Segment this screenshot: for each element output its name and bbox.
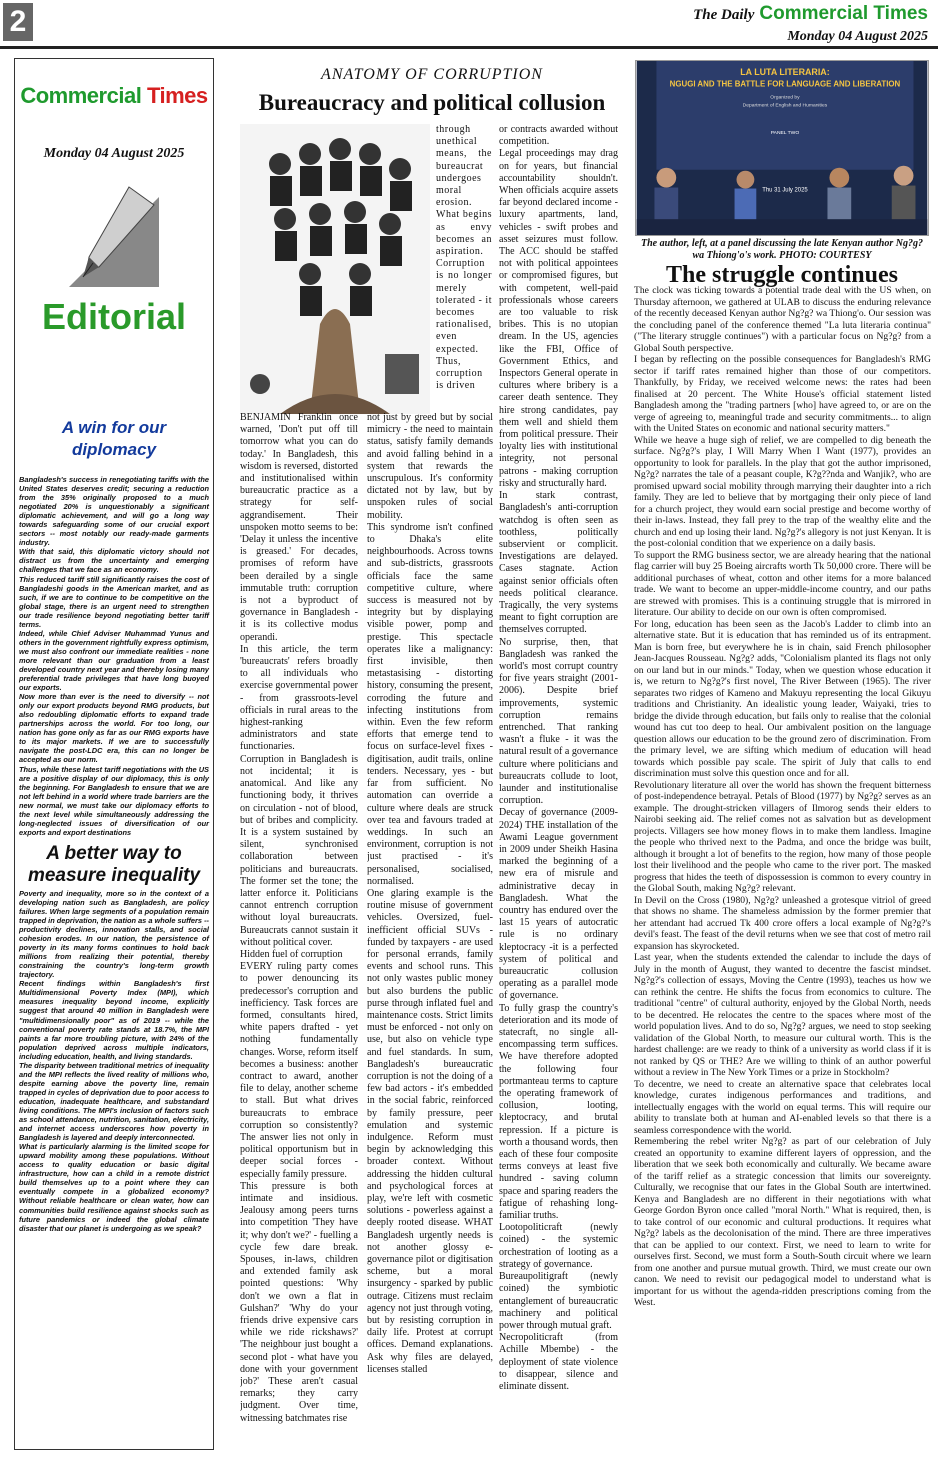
article-kicker: ANATOMY OF CORRUPTION [321,66,543,83]
photo-date: Thu 31 July 2025 [762,187,808,194]
editorial-paragraph: The disparity between traditional metrics of inequality and the MPI reflects the lived reality of millions who, despite earning above the poverty line, remain trapped in cycles of deprivation due to poor access to education, inadequate healthcare, and substandard living conditions. The MPI's inclusion of factors such as school attendance, nutrition, sanitation, electricity, and internet access underscores how poverty in Bangladesh is layered and deeply interconnected. [19,1060,209,1143]
editorial-date: Monday 04 August 2025 [43,146,185,161]
article-paragraph: No surprise, then, that Bangladesh was ranked the world's most corrupt country for five years straight (2001-2006). Despite brief improvements, systemic corruption remains entrenched. That ranking wasn't a fluke - it was the natural result of a governance culture where politicians and bureaucrats collude to loot, launder and institutionalise corruption. [499,636,618,807]
photo-department: Department of English and Humanities [742,103,828,109]
masthead-brand: Commercial Times [759,3,928,24]
right-paragraph: To support the RMG business sector, we are already hearing that the national flag carrier will buy 25 Boeing aircrafts worth Tk 50,000 crore. There will be additional purchases of wheat, cotton and other items for a more balanced trade. We want to become an upper-middle-income country, and our paths are strewed with promises. This is a continuing struggle that is mirrored in literature. Our ability to decide on our own is often compromised. [634,549,931,618]
right-article-body [634,285,931,1451]
article-column-3 [499,124,618,1450]
masthead-date: Monday 04 August 2025 [787,29,928,44]
article-paragraph: BENJAMIN Franklin once warned, 'Don't put off till tomorrow what you can do today.' In Bangladesh, this wisdom is reversed, distorted and institutionalised within bureaucratic practice as a strategy for self-aggrandisement. Their unspoken motto seems to be: 'Delay it unless the incentive is greased.' For decades, promises of reform have been derailed by a single immutable truth: corruption is not a byproduct of governance in Bangladesh - it is its collective modus operandi. [240,412,358,643]
corruption-illustration [240,124,430,414]
right-paragraph: For long, education has been seen as the Jacob's Ladder to climb into an alternative state. But it is education that has reminded us of its entrapment. Man is born free, but everywhere he is in chain, said French philosopher Jean-Jacques Rousseau. Ng?g? adds, "Colonialism planted its flags not only on our land but in our minds." Today, when we question whose education it is, we return to Ng?g?'s first novel, The River Between (1965). The river separates two ridges of Kameno and Makuyu representing the local Gikuyu traditions and Christianity. An idealistic young leader, Waiyaki, tries to bridge the divide through education, but fails only to realise that the colonial wound has cut too deep to heal. Our ambivalent position on the language question allows our education to be the ground zero of discrimination. From the primary level, we are sifting which medium of education will head towards which possible pay scale. The spirit of July that calls to end discrimination must solve this question once and for all. [634,618,931,779]
right-paragraph: Last year, when the students extended the calendar to include the days of July in the month of August, they wanted to decentre the fascist mindset. Ng?g?'s collection of essays, Moving the Centre (1993), teaches us how we can rethink the centre. He shifts the focus from economics to culture. The traditional "centre" of cultural authority, enjoyed by the Global North, needs to be decentred. He relocates the centre to the spaces where most of the world population lives. And to do so, Ng?g? argues, we need to stop seeking validation of the Global North, to measure our cultural worth. This is the hardest challenge: are we ready to think of a university as world class if it is not ranked by QS or THE? Are we willing to think of an author powerful without a review in The New York Times or a prize in Stockholm? [634,952,931,1078]
right-headline: The struggle continues [665,262,898,288]
photo-banner-title: LA LUTA LITERARIA: [740,66,830,77]
article-paragraph: Decay of governance (2009-2024) THE installation of the Awami League government in 2009 under Sheikh Hasina marked the beginning of a new era of misrule and administrative decay in Bangladesh. What the country has endured over the last 15 years of autocratic rule is no ordinary kleptocracy -it is a perfected system of political and bureaucratic collusion operating as a parallel mode of governance. [499,807,618,1002]
editorial-body-1 [19,475,209,837]
photo-organized-by: Organized by [770,95,800,101]
article-paragraph: One glaring example is the routine misuse of government vehicles. Oversized, fuel-inefficient official SUVs - funded by taxpayers - are used for personal errands, family events and school runs. This not only wastes public money but also burdens the public purse through inflated fuel and maintenance costs. Strict limits must be enforced - not only on use, but also on vehicle type and fuel standards. In sum, Bangladesh's bureaucratic corruption is not the doing of a few bad actors - it's embedded in the social fabric, reinforced by family pressure, peer emulation and systemic indulgence. Reform must begin by acknowledging this broader context. Without addressing the hidden cultural and psychological forces at play, we're left with cosmetic solutions - powerless against a deeply rooted disease. WHAT Bangladesh urgently needs is not another glossy e-governance pilot or digitisation scheme, but a moral insurgency - sparked by public outrage. Citizens must reclaim agency not just through voting, but by resisting corruption in daily life. Protest at corrupt offices. Demand explanations. Ask why files are delayed, licenses stalled [367,887,493,1375]
editorial-headline-2: A better way to measure inequality [27,842,201,886]
article-paragraph: To fully grasp the country's deterioration and its mode of statecraft, no single all-encompassing term suffices. We have therefore adopted the following four portmanteau terms to capture the operating framework of collusion, looting, kleptocracy, and brutal repression. If a picture is worth a thousand words, then each of these four composite terms conveys at least five hundred - saving column space and sparing readers the fatigue of rehashing long-familiar truths. [499,1002,618,1222]
right-paragraph: To decentre, we need to create an alternative space that celebrates local knowledge, curates indigenous performances and traditions, and intellectually engages with the world on equal terms. This will require our ability to translate both at human and AI-enabled levels so that there is a seamless correspondence with the world. [634,1078,931,1136]
article-paragraph: Lootopoliticraft (newly coined) - the systemic orchestration of looting as a strategy of governance. [499,1222,618,1270]
editorial-column [14,58,214,1450]
article-paragraph: This pressure is both intimate and insidious. Jealousy among peers turns into competition 'They have it; why don't we?' - fuelling a cycle few dare break. Spouses, in-laws, children and extended family ask pointed questions: 'Why don't we own a flat in Gulshan?' 'Why do your friends drive expensive cars while we ride rickshaws?' 'The neighbour just bought a second plot - what have you done with your government job?' These aren't casual remarks; they carry judgment. Over time, witnessing batchmates rise [240,1180,358,1424]
right-paragraph: Revolutionary literature all over the world has shown the frequent bitterness of post-independence betrayal. Petals of Blood (1977) by Ng?g? serves as an example. The drought-stricken villagers of Ilmorog sends their elders to Nairobi seeking aid. The relief comes not as salvation but as development projects. Villagers see how money flows in to make them landless. Imagine the people who thrived next to the Padma, and once the bridge was built, although it brought a lot of benefits to the region, how many of those people lost their livelihood and the people who came to the river port. The masked progress that hides the teeth of dispossession is common to every country in the Global South, making Ng?g? relevant. [634,779,931,894]
article-paragraph: In this article, the term 'bureaucrats' refers broadly to all individuals who exercise governmental power - from grassroots-level officials in rural areas to the highest-ranking administrators and state functionaries. [240,643,358,753]
article-paragraph: This syndrome isn't confined to Dhaka's elite neighbourhoods. Across towns and sub-districts, grassroots officials face the same competitive culture, where success is measured not by integrity but by displaying visible power, pomp and prestige. This spectacle operates like a malignancy: first invisible, then metastasising - distorting history, consuming the present, corroding the future and infecting institutions from within. Even the few reform efforts that emerge tend to focus on surface-level fixes - digitisation, audit trails, online tenders. Necessary, yes - but far from sufficient. No automation can override a culture where deals are struck over tea and favours traded at weddings. In such an environment, corruption is not just practised - it's personalised, socialised, normalised. [367,521,493,887]
photo-panel-label: PANEL TWO [770,131,800,137]
editorial-paragraph: What is particularly alarming is the limited scope for upward mobility among these populations. Without access to quality education or basic digital infrastructure, how can a child in a remote district build themselves up to a point where they can eventually compete in a globalized economy? Without reliable healthcare or clean water, how can communities build resilience against shocks such as future pandemics or indeed the global climate disaster that our planet is undergoing as we speak? [19,1142,209,1233]
article-paragraph: not just by greed but by social mimicry - the need to maintain status, satisfy family demands and avoid falling behind in a system that rewards the unscrupulous. It's conformity dictated not by law, but by unspoken rules of social mobility. [367,412,493,521]
article-paragraph: Corruption in Bangladesh is not incidental; it is anatomical. And like any functioning body, it thrives on circulation - not of blood, but of bribes and complicity. It is a system sustained by silent, synchronised collaboration between politicians and bureaucrats. The former set the tone; the latter enforce it. Politicians cannot entrench corruption without loyal bureaucrats. Bureaucrats cannot sustain it without political cover. [240,753,358,948]
editorial-headline-1: A win for our diplomacy [61,418,167,459]
article-paragraph: In stark contrast, Bangladesh's anti-corruption watchdog is often seen as toothless, politically subservient or complicit. Investigations are delayed. Cases stagnate. Action against senior officials often needs political clearance. Tragically, the very systems meant to fight corruption are themselves corrupted. [499,490,618,636]
article-column-top: through unethical means, the bureaucrat undergoes moral erosion. What begins as envy becomes an aspiration. Corruption is no longer merely tolerated - it becomes rationalised, even expected. Thus, corruption is driven [436,124,492,392]
article-paragraph: Necropoliticraft (from Achille Mbembe) - the deployment of state violence to disappear, silence and eliminate dissent. [499,1332,618,1392]
masthead-the-daily: The Daily [693,7,755,23]
top-rule [0,46,938,49]
article-paragraph: or contracts awarded without competition. [499,124,618,148]
editorial-paragraph: Poverty and inequality, more so in the context of a developing nation such as Bangladesh, are policy failures. When large segments of a population remain trapped in deprivation, the nation as a whole suffers -- productivity declines, innovation stalls, and social cohesion erodes. In our nation, the persistence of poverty in its many forms continues to hold back millions from realizing their potential, thereby constraining the country's long-term growth trajectory. [19,888,209,980]
editorial-paragraph: This reduced tariff still significantly raises the cost of Bangladeshi goods in the American market, and as such, if we are to continue to be competitive on the global stage, there is an urgent need to strengthen our trade resilience beyond negotiating better tariff terms. [19,574,209,629]
right-paragraph: The clock was ticking towards a potential trade deal with the US when, on Thursday afternoon, we gathered at ULAB to discuss the enduring relevance of the recently deceased Kenyan author Ng?g? wa Thiong'o. Our session was the concluding panel of the conference themed "La luta literaria continua" ("The literary struggle continues") with a particular focus on Ng?g? from a Global South perspective. [634,285,931,354]
article-column-1 [240,412,358,1448]
panel-photo [635,60,929,236]
editorial-body-2 [19,889,209,1233]
article-subhead: Hidden fuel of corruption [240,948,343,960]
page-number: 2 [3,3,33,41]
right-paragraph: Remembering the rebel writer Ng?g? as part of our celebration of July created an opportunity to examine different layers of oppression, and the liberation that we seek both economically and culturally. We became aware of the tariff relief as a strategic concession that limits our sovereignty. Culturally, we recognise that our fates in the Global South are intertwined. Kenya and Bangladesh are no different in their negotiations with what George Gordon Byron once called "moral North." What is required, then, is to take control of our economic and cultural productions. It requires what Ng?g? labels as the decolonisation of the mind. There are three imperatives that can be applied to our context. First, we need to learn to write for ourselves first. Second, we must form a South-South circuit where we learn from one another and pursue mutual growth. Third, we must create our own canon. We need to revisit our pedagogical model to understand what is important for us without the agenda-ridden prescriptions coming from the West. [634,1136,931,1308]
editorial-logo [19,83,209,109]
right-paragraph: While we heave a huge sigh of relief, we are compelled to dig beneath the surface. Ng?g?'s play, I Will Marry When I Want (1977), provides an opportunity to look for parallels. In the play that got the author imprisoned, Ng?g? narrates the tale of a peasant couple, K?g??nda and Wanjik?, who are promised upward social mobility through marrying their daughter into a rich family. They are led to believe that by mortgaging their only piece of land for a church project, they would earn social prestige and become worthy of their in-laws. Instead, they fall prey to the trap of the wealthy elite and the church and end up losing their land. Ng?g?'s allegory is not just Kenyan. It is the post-colonial condition that we experience on a daily basis. [634,434,931,549]
logo-red-text: Times [146,83,208,108]
article-paragraph: EVERY ruling party comes to power denouncing its predecessor's corruption and inefficiency. Task forces are formed, consultants hired, white papers drafted - yet nothing fundamentally changes. Worse, reform itself becomes a business: another contract to award, another file to delay, another scheme to stall. But what drives bureaucrats to embrace corruption so consistently? The answer lies not only in political opportunism but in deeper social forces - especially family pressure. [240,961,358,1180]
photo-caption: The author, left, at a panel discussing the late Kenyan author Ng?g? wa Thiong'o's work. PHOTO: COURTESY [641,238,923,261]
editorial-paragraph: Indeed, while Chief Adviser Muhammad Yunus and others in the government rightfully express optimism, we must also confront our immediate realities - none more relevant than our graduation from a least developed country next year and thereby losing many preferential trade privileges that have long buoyed our exports. [19,628,209,693]
logo-green-text: Commercial [20,83,142,108]
article-paragraph: Bureaupolitigraft (newly coined) the symbiotic entanglement of bureaucratic machinery and political power through mutual graft. [499,1271,618,1331]
right-paragraph: I began by reflecting on the possible consequences for Bangladesh's RMG sector if tariff rates remained higher than those of our competitors. Thankfully, by Friday, we received welcome news: the rates had been finalised at 20 percent. The White House's official statement listed Bangladesh among the "trading partners [who] have agreed to, or are on the verge of agreeing to, meaningful trade and security commitments... to align with the United States on economic and national security matters." [634,354,931,434]
article-column-2 [367,412,493,1448]
photo-banner-subtitle: NGUGI AND THE BATTLE FOR LANGUAGE AND LIBERATION [669,79,901,89]
editorial-paragraph: Now more than ever is the need to diversify -- not only our export products beyond RMG products, but also redoubling diplomatic efforts to expand trade partnerships across the world. For too long, our nation has gone only as far as our RMG exports have to its major markets. If we are to successfully navigate the post-LDC era, this can no longer be accepted as our norm. [19,692,209,765]
editorial-paragraph: Recent findings within Bangladesh's first Multidimensional Poverty Index (MPI), which measures inequality beyond income, explicitly suggest that around 40 million in Bangladesh were "multidimensionally poor" as of 2019 -- while the conventional poverty rate stands at 18.7%, the MPI paints a far more troubling picture, with 24% of the population deprived across multiple indicators, including education, health, and living standards. [19,979,209,1061]
editorial-heading: Editorial [41,296,187,337]
editorial-paragraph: With that said, this diplomatic victory should not distract us from the uncertainty and emerging challenges that we face as an economy. [19,547,209,575]
article-paragraph: Legal proceedings may drag on for years, but financial accountability shouldn't. When officials acquire assets far beyond declared income - luxury apartments, land, vehicles - swift probes and asset seizures must follow. The ACC should be staffed not with political appointees or compromised figures, but with competent, well-paid professionals whose careers are too valuable to risk bribes. This is no utopian dream. In the US, agencies like the FBI, Office of Government Ethics, and Inspectors General operate in cultures where bribery is a career death sentence. They hire strong candidates, pay them well and shield them from political pressure. Their loyalty lies with institutional integrity, not personal patrons - making corruption risky and structurally hard. [499,148,618,489]
editorial-paragraph: Bangladesh's success in renegotiating tariffs with the United States deserves credit; securing a reduction from the 35% originally proposed to a much negotiated 20% is unquestionably a significant diplomatic achievement, and will go a long way towards safeguarding some of our crucial export sectors -- most notably our ready-made garments industry. [19,475,209,548]
fountain-pen-icon [59,177,169,297]
masthead-title [693,2,928,26]
right-paragraph: In Devil on the Cross (1980), Ng?g? unleashed a grotesque vitriol of greed that shows no shame. The shameless admission by the former premier that her attendant had accrued Tk 400 crore offers a local example of Ng?g?'s devil's feast. The feast of the devil returns when we see that cost of metro rail expansion has skyrocketed. [634,894,931,952]
article-headline: Bureaucracy and political collusion [258,90,606,115]
masthead [693,2,928,46]
editorial-paragraph: Thus, while these latest tariff negotiations with the US are a positive display of our diplomacy, this is only the beginning. For Bangladesh to ensure that we are not left behind in a world where trade barriers are the new normal, we must take our diplomacy efforts to the next level while simultaneously addressing the long-neglected issues of diversification of our exports and export destinations [19,764,209,837]
